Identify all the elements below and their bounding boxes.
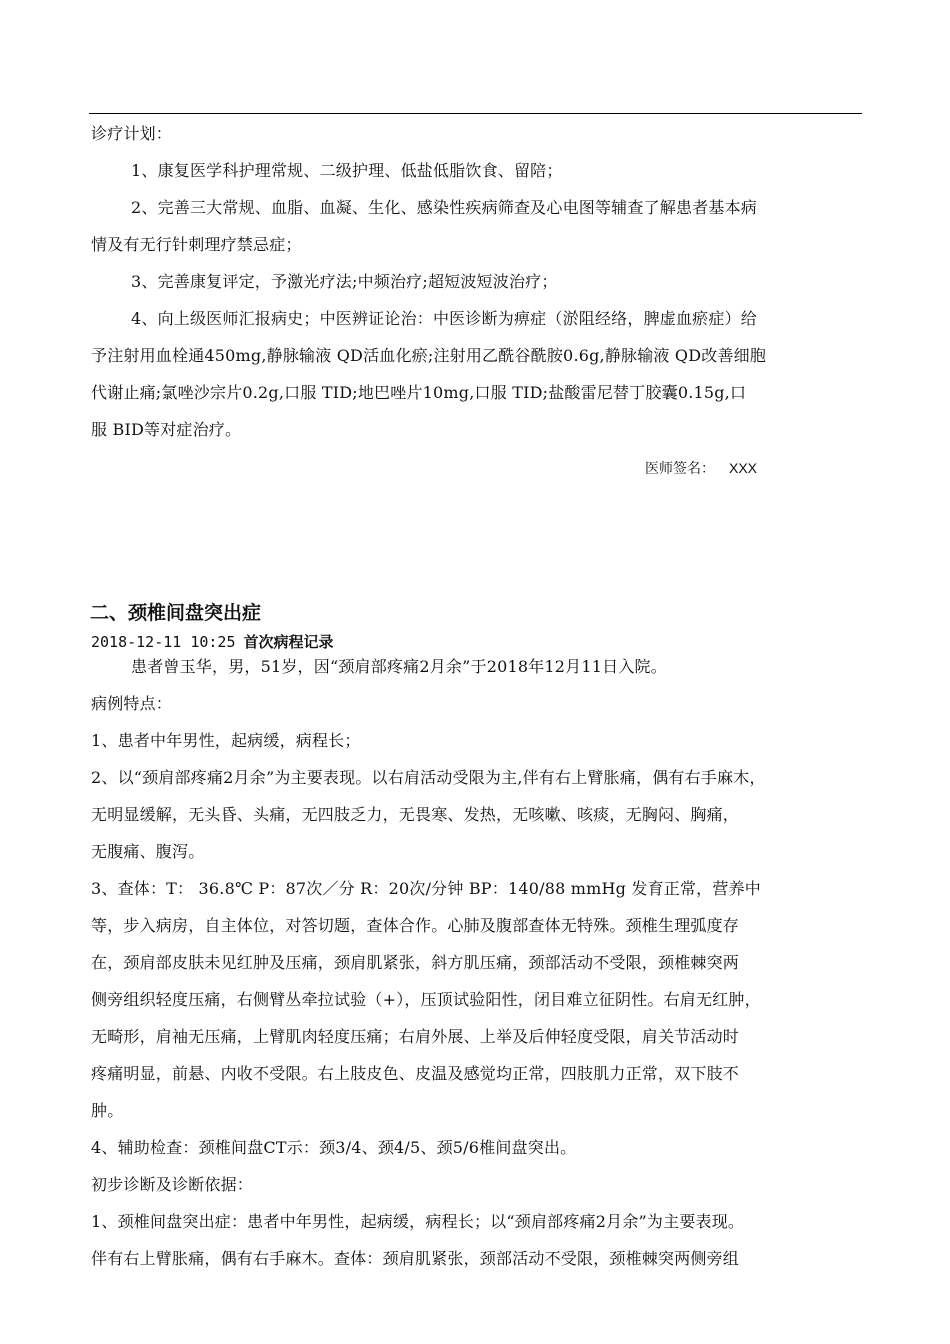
case-line: 初步诊断及诊断依据：: [91, 1175, 254, 1194]
record-title: 首次病程记录: [243, 633, 334, 651]
plan-line: 情及有无行针刺理疗禁忌症；: [91, 235, 302, 254]
case-line: 等，步入病房，自主体位，对答切题，查体合作。心肺及腹部查体无特殊。颈椎生理弧度存: [91, 916, 740, 935]
plan-line: 予注射用血栓通450mg,静脉输液 QD活血化瘀;注射用乙酰谷酰胺0.6g,静脉输液 QD改善细胞: [91, 346, 767, 365]
case-line: 无畸形，肩袖无压痛，上臂肌肉轻度压痛；右肩外展、上举及后伸轻度受限，肩关节活动时: [91, 1027, 740, 1046]
plan-label: 诊疗计划：: [91, 124, 173, 143]
case-line: 1、患者中年男性，起病缓，病程长；: [91, 731, 361, 750]
plan-line: 3、完善康复评定，予激光疗法;中频治疗;超短波短波治疗；: [131, 272, 558, 291]
record-header: [91, 631, 334, 652]
plan-line: 2、完善三大常规、血脂、血凝、生化、感染性疾病筛查及心电图等辅查了解患者基本病: [131, 198, 757, 217]
case-line: 1、颈椎间盘突出症：患者中年男性，起病缓，病程长；以“颈肩部疼痛2月余”为主要表现。: [91, 1212, 745, 1231]
record-datetime: 2018-12-11 10:25: [91, 633, 236, 651]
plan-line: 服 BID等对症治疗。: [91, 420, 242, 439]
doctor-signature: [645, 458, 757, 478]
signature-name: XXX: [729, 460, 758, 476]
case-line: 3、查体：T： 36.8℃ P：87次／分 R：20次/分钟 BP：140/88 mmHg 发育正常，营养中: [91, 879, 761, 898]
signature-label: 医师签名：: [645, 461, 715, 477]
section-heading: 二、颈椎间盘突出症: [90, 602, 262, 624]
plan-line: 4、向上级医师汇报病史；中医辨证论治：中医诊断为痹症（淤阻经络，脾虚血瘀症）给: [131, 309, 757, 328]
case-line: 伴有右上臂胀痛，偶有右手麻木。查体：颈肩肌紧张，颈部活动不受限，颈椎棘突两侧旁组: [91, 1249, 740, 1268]
case-line: 侧旁组织轻度压痛，右侧臂丛牵拉试验（+），压顶试验阳性，闭目难立征阴性。右肩无红肿，: [91, 990, 761, 1009]
case-line: 无明显缓解，无头昏、头痛，无四肢乏力，无畏寒、发热，无咳嗽、咳痰，无胸闷、胸痛，: [91, 805, 740, 824]
case-line: 无腹痛、腹泻。: [91, 842, 205, 861]
header-rule: [89, 113, 862, 114]
patient-intro: 患者曾玉华，男，51岁，因“颈肩部疼痛2月余”于2018年12月11日入院。: [131, 657, 667, 676]
case-line: 在，颈肩部皮肤未见红肿及压痛，颈肩肌紧张，斜方肌压痛，颈部活动不受限，颈椎棘突两: [91, 953, 740, 972]
case-line: 肿。: [91, 1101, 124, 1120]
plan-line: 1、康复医学科护理常规、二级护理、低盐低脂饮食、留陪；: [131, 161, 563, 180]
plan-line: 代谢止痛;氯唑沙宗片0.2g,口服 TID;地巴唑片10mg,口服 TID;盐酸雷尼替丁胶囊0.15g,口: [91, 383, 747, 402]
case-line: 2、以“颈肩部疼痛2月余”为主要表现。以右肩活动受限为主,伴有右上臂胀痛，偶有右手麻木，: [91, 768, 766, 787]
case-line: 病例特点：: [91, 694, 173, 713]
case-line: 4、辅助检查：颈椎间盘CT示：颈3/4、颈4/5、颈5/6椎间盘突出。: [91, 1138, 577, 1157]
case-line: 疼痛明显，前悬、内收不受限。右上肢皮色、皮温及感觉均正常，四肢肌力正常，双下肢不: [91, 1064, 740, 1083]
